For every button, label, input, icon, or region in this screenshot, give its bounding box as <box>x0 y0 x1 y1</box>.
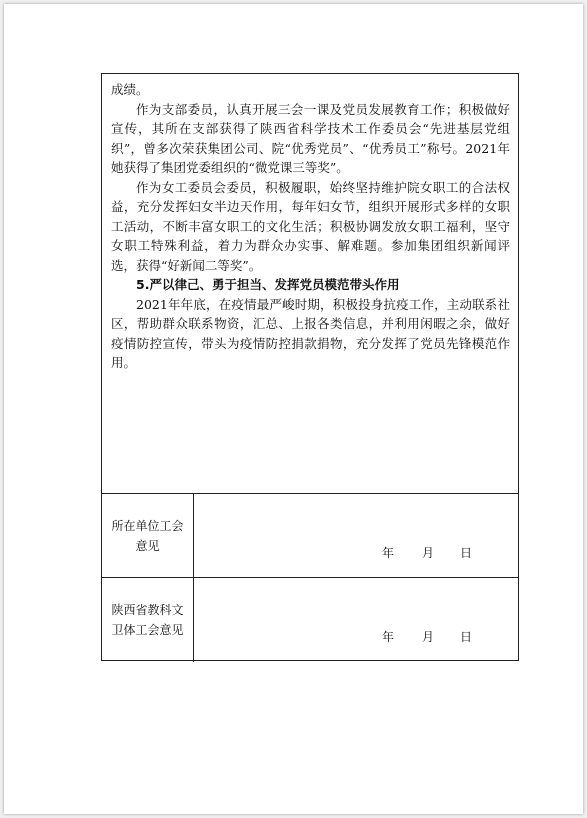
paragraph-epidemic: 2021年年底，在疫情最严峻时期，积极投身抗疫工作，主动联系社区，帮助群众联系物资，汇总、上报各类信息，并利用闲暇之余，做好疫情防控宣传，带头为疫情防控捐款捐物，充分发挥了党员先锋模范作用。 <box>111 296 510 370</box>
date-day: 日 <box>460 630 473 644</box>
provincial-union-opinion-row <box>102 578 518 662</box>
paragraph-party-branch: 作为支部委员，认真开展三会一课及党员发展教育工作；积极做好宣传，其所在支部获得了陕西省科学技术工作委员会“先进基层党组织”，曾多次荣获集团公司、院“优秀党员”、“优秀员工”称号。2021年她获得了集团党委组织的“微党课三等奖”。 <box>111 101 510 175</box>
date-month: 月 <box>422 630 435 644</box>
unit-union-opinion-label-cell <box>102 494 194 577</box>
deeds-content-cell <box>102 74 518 494</box>
unit-union-opinion-label: 所在单位工会意见 <box>111 518 184 553</box>
date-month: 月 <box>422 546 435 560</box>
deeds-text <box>102 74 518 373</box>
unit-union-opinion-row <box>102 494 518 578</box>
date-year: 年 <box>382 546 395 560</box>
section-heading-5: 5.严以律己、勇于担当、发挥党员模范带头作用 <box>136 277 400 292</box>
form-table <box>101 73 519 661</box>
date-day: 日 <box>460 546 473 560</box>
paragraph-continuation: 成绩。 <box>111 82 149 97</box>
unit-union-date <box>382 544 472 561</box>
date-year: 年 <box>382 630 395 644</box>
paragraph-women-committee: 作为女工委员会委员，积极履职，始终坚持维护院女职工的合法权益，充分发挥妇女半边天作用，每年妇女节，组织开展形式多样的女职工活动，不断丰富女职工的文化生活；积极协调发放女职工福利，坚守女职工特殊利益，着力为群众办实事、解难题。参加集团组织新闻评选，获得“好新闻二等奖”。 <box>111 179 510 273</box>
document-page <box>4 4 583 814</box>
provincial-union-opinion-label-cell <box>102 578 194 662</box>
provincial-union-date <box>382 628 472 645</box>
provincial-union-opinion-label: 陕西省教科文卫体工会意见 <box>111 603 184 637</box>
